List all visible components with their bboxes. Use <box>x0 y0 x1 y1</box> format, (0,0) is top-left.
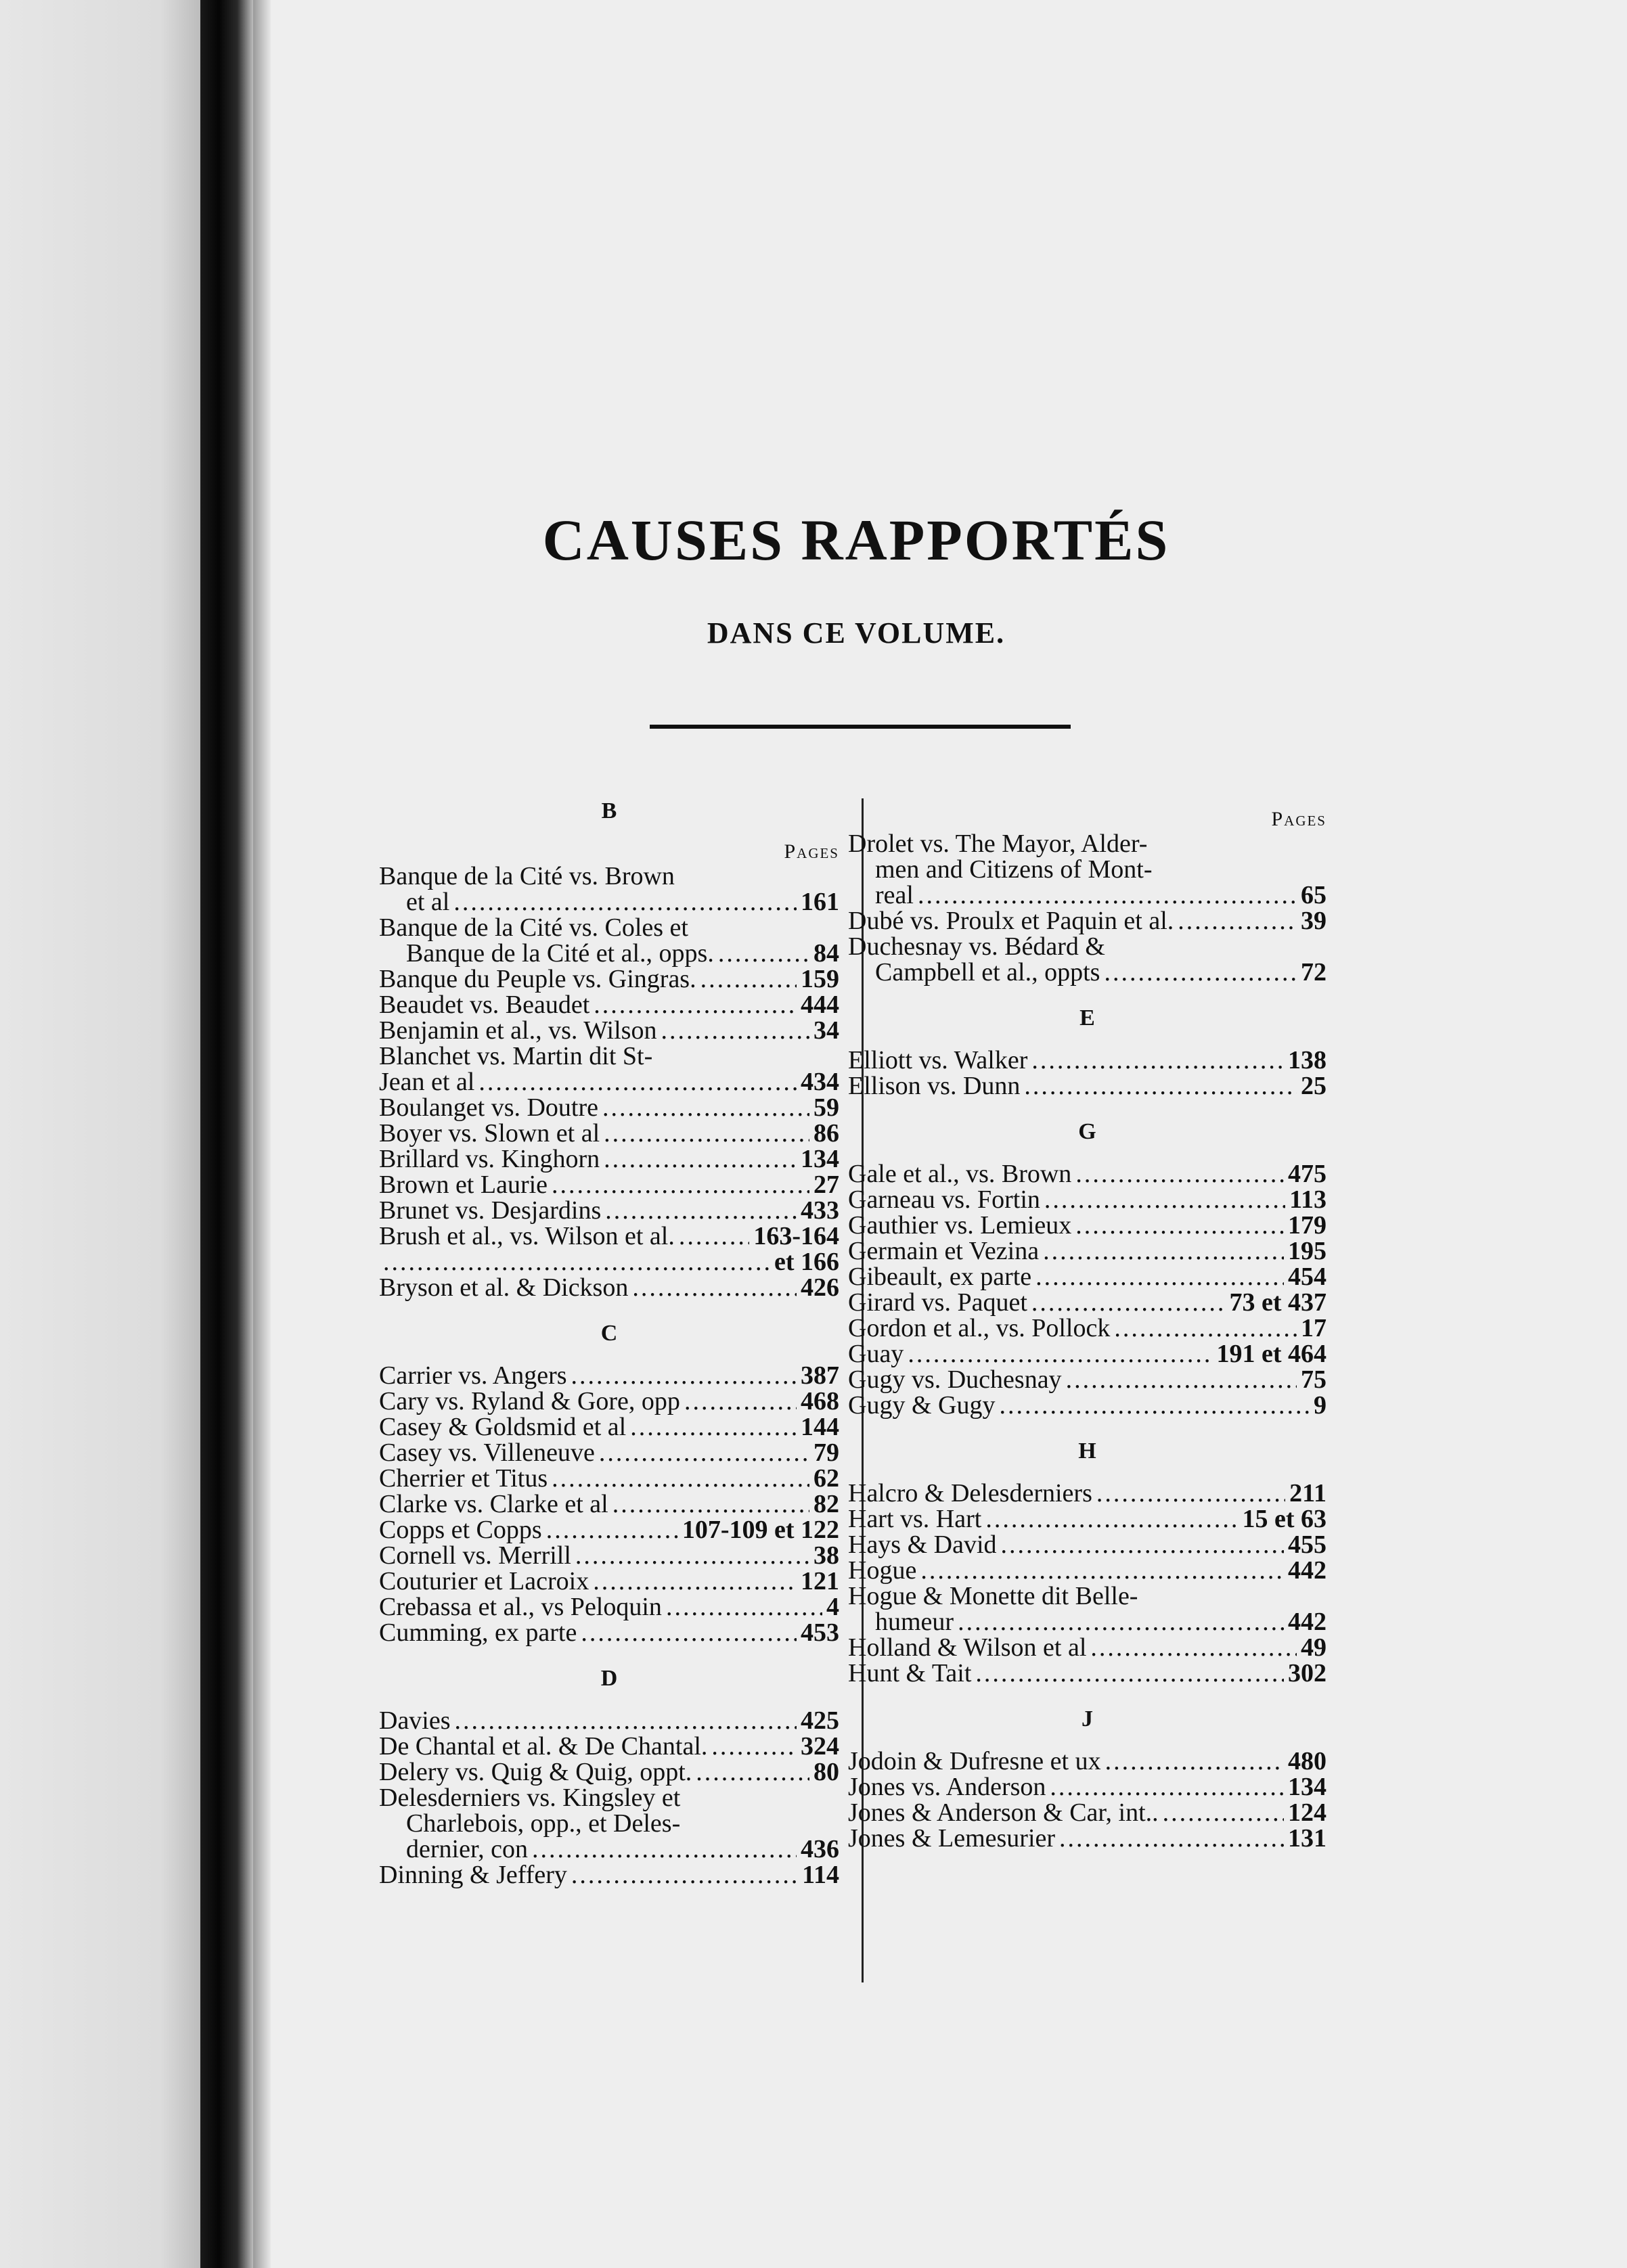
page-gutter <box>253 0 271 2268</box>
leader-dots <box>1163 1800 1284 1825</box>
leader-dots <box>666 1594 822 1620</box>
leader-dots <box>679 1223 750 1249</box>
index-entry <box>379 1466 839 1491</box>
leader-dots <box>999 1392 1310 1418</box>
leader-dots <box>552 1172 809 1198</box>
page-number: 121 <box>801 1567 839 1595</box>
leader-dots <box>908 1341 1212 1367</box>
page-number: 73 et 437 <box>1229 1288 1327 1317</box>
page-number: 426 <box>801 1273 839 1302</box>
leader-dots <box>383 1249 770 1275</box>
page-number: 434 <box>801 1068 839 1096</box>
leader-dots <box>985 1506 1238 1532</box>
leader-dots <box>552 1466 809 1491</box>
index-entry <box>379 1043 839 1069</box>
page-number: 25 <box>1301 1072 1327 1100</box>
page-number: 62 <box>814 1464 839 1493</box>
section-letter: E <box>1079 1005 1095 1030</box>
page-number: 39 <box>1301 907 1327 935</box>
case-name: Brush et al., vs. Wilson et al. <box>379 1222 675 1250</box>
page-number: 433 <box>801 1196 839 1225</box>
case-name: Drolet vs. The Mayor, Alder- <box>848 830 1148 858</box>
leader-dots <box>1090 1635 1297 1660</box>
index-entry <box>848 934 1327 959</box>
leader-dots <box>630 1414 797 1440</box>
case-name: Davies <box>379 1706 451 1735</box>
leader-dots <box>575 1543 809 1568</box>
page-number: 80 <box>814 1758 839 1786</box>
index-entry <box>379 1836 839 1862</box>
index-entry <box>848 1774 1327 1800</box>
case-name: Gauthier vs. Lemieux <box>848 1211 1072 1240</box>
page-number: 38 <box>814 1541 839 1570</box>
case-name: Germain et Vezina <box>848 1237 1040 1265</box>
section-letter: H <box>1078 1438 1096 1464</box>
case-name: Girard vs. Paquet <box>848 1288 1027 1317</box>
page-number: 454 <box>1288 1263 1327 1291</box>
index-entry <box>848 908 1327 934</box>
case-name: Cherrier et Titus <box>379 1464 548 1493</box>
case-name: De Chantal et al. & De Chantal. <box>379 1732 708 1761</box>
index-entry <box>379 1223 839 1249</box>
page-number: 84 <box>814 939 839 968</box>
page-number: 442 <box>1288 1608 1327 1636</box>
case-name: humeur <box>875 1608 954 1636</box>
leader-dots <box>453 889 797 915</box>
page-number: 387 <box>801 1361 839 1390</box>
page-number: 442 <box>1288 1556 1327 1585</box>
index-entry <box>379 1708 839 1733</box>
case-name: Copps et Copps <box>379 1516 542 1544</box>
index-entry <box>848 1609 1327 1635</box>
page-title: CAUSES RAPPORTÉS <box>542 507 1170 572</box>
leader-dots <box>1059 1825 1284 1851</box>
index-entry <box>379 889 839 915</box>
case-name: Charlebois, opp., et Deles- <box>406 1809 681 1838</box>
leader-dots <box>1044 1187 1285 1212</box>
page-number: 163-164 <box>753 1222 839 1250</box>
index-entry <box>848 882 1327 908</box>
page-number: 144 <box>801 1413 839 1441</box>
case-name: Gibeault, ex parte <box>848 1263 1032 1291</box>
leader-dots <box>1105 1748 1284 1774</box>
index-entry <box>379 1414 839 1440</box>
index-entry <box>379 1388 839 1414</box>
section-letter: J <box>1082 1706 1093 1731</box>
index-entry <box>379 1095 839 1120</box>
leader-dots <box>696 1759 809 1785</box>
page-number: 480 <box>1288 1747 1327 1775</box>
index-entry <box>379 1594 839 1620</box>
case-name: Cumming, ex parte <box>379 1618 577 1647</box>
case-name: Boulanget vs. Doutre <box>379 1093 599 1122</box>
index-entry <box>379 1069 839 1095</box>
case-name: Casey vs. Villeneuve <box>379 1438 595 1467</box>
page-number: 195 <box>1288 1237 1327 1265</box>
case-name: Guay <box>848 1340 904 1368</box>
page-number: 191 et 464 <box>1216 1340 1327 1368</box>
case-name: Jones & Anderson & Car, int.. <box>848 1798 1159 1827</box>
leader-dots <box>1178 908 1297 934</box>
title-rule <box>650 725 1071 729</box>
section-letter: C <box>600 1321 618 1346</box>
page-number: 86 <box>814 1119 839 1148</box>
index-entry <box>379 1172 839 1198</box>
page-number: 453 <box>801 1618 839 1647</box>
leader-dots <box>1024 1073 1297 1099</box>
index-entry <box>848 831 1327 857</box>
index-entry <box>379 1517 839 1543</box>
case-name: Gugy & Gugy <box>848 1391 996 1420</box>
page-number: 159 <box>801 965 839 993</box>
section-letter: D <box>600 1666 618 1691</box>
case-name: Crebassa et al., vs Peloquin <box>379 1593 662 1621</box>
section-letter: G <box>1078 1119 1096 1144</box>
case-name: Cary vs. Ryland & Gore, opp <box>379 1387 680 1415</box>
page-number: 17 <box>1301 1314 1327 1342</box>
case-name: Bryson et al. & Dickson <box>379 1273 629 1302</box>
index-entry <box>848 1635 1327 1660</box>
page-number: 425 <box>801 1706 839 1735</box>
case-name: Garneau vs. Fortin <box>848 1185 1040 1214</box>
page-number: 15 et 63 <box>1242 1505 1327 1533</box>
index-entry <box>848 1392 1327 1418</box>
index-entry <box>379 1811 839 1836</box>
page-number: 49 <box>1301 1633 1327 1662</box>
leader-dots <box>1043 1238 1284 1264</box>
case-name: Carrier vs. Angers <box>379 1361 567 1390</box>
case-name: Hays & David <box>848 1530 997 1559</box>
leader-dots <box>612 1491 809 1517</box>
leader-dots <box>958 1609 1284 1635</box>
index-entry <box>379 1018 839 1043</box>
index-column-right <box>848 805 1327 1851</box>
leader-dots <box>918 882 1297 908</box>
case-name: Brown et Laurie <box>379 1171 548 1199</box>
index-entry <box>379 1759 839 1785</box>
index-entry <box>379 1146 839 1172</box>
page-number: 72 <box>1301 958 1327 986</box>
index-entry <box>848 1558 1327 1583</box>
case-name: Jones vs. Anderson <box>848 1773 1046 1801</box>
index-entry <box>848 1047 1327 1073</box>
index-entry <box>379 1733 839 1759</box>
case-name: Hogue & Monette dit Belle- <box>848 1582 1138 1610</box>
leader-dots <box>1031 1047 1284 1073</box>
case-name: Campbell et al., oppts <box>875 958 1100 986</box>
index-entry <box>848 1825 1327 1851</box>
page-number: 59 <box>814 1093 839 1122</box>
leader-dots <box>604 1120 809 1146</box>
page-number: 436 <box>801 1835 839 1863</box>
page-number: 134 <box>1288 1773 1327 1801</box>
leader-dots <box>532 1836 797 1862</box>
leader-dots <box>700 966 797 992</box>
case-name: Jodoin & Dufresne et ux <box>848 1747 1101 1775</box>
case-name: Gordon et al., vs. Pollock <box>848 1314 1111 1342</box>
case-name: Delery vs. Quig & Quig, oppt. <box>379 1758 692 1786</box>
leader-dots <box>1096 1480 1285 1506</box>
leader-dots <box>711 1733 797 1759</box>
case-name: Blanchet vs. Martin dit St- <box>379 1042 653 1070</box>
index-entry <box>848 857 1327 882</box>
leader-dots <box>1035 1264 1284 1290</box>
case-name: Dubé vs. Proulx et Paquin et al. <box>848 907 1174 935</box>
case-name: Gale et al., vs. Brown <box>848 1160 1072 1188</box>
index-entry <box>379 915 839 940</box>
leader-dots <box>684 1388 797 1414</box>
index-entry <box>848 1187 1327 1212</box>
leader-dots <box>605 1198 797 1223</box>
case-name: Benjamin et al., vs. Wilson <box>379 1016 657 1045</box>
page-number: 475 <box>1288 1160 1327 1188</box>
page-subtitle: DANS CE VOLUME. <box>707 616 1006 650</box>
case-name: Gugy vs. Duchesnay <box>848 1365 1062 1394</box>
page-number: 114 <box>802 1861 839 1889</box>
case-name: Dinning & Jeffery <box>379 1861 567 1889</box>
index-entry <box>379 940 839 966</box>
case-name: Jean et al <box>379 1068 475 1096</box>
index-entry <box>848 1506 1327 1532</box>
page-number: 455 <box>1288 1530 1327 1559</box>
leader-dots <box>478 1069 797 1095</box>
index-entry <box>848 1583 1327 1609</box>
index-entry <box>848 1238 1327 1264</box>
index-entry <box>379 1862 839 1888</box>
page-number: 27 <box>814 1171 839 1199</box>
page-number: 302 <box>1288 1659 1327 1687</box>
page-number: 75 <box>1301 1365 1327 1394</box>
case-name: Elliott vs. Walker <box>848 1046 1028 1074</box>
index-entry <box>848 1212 1327 1238</box>
case-name: Cornell vs. Merrill <box>379 1541 571 1570</box>
case-name: real <box>875 881 914 909</box>
page-number: 211 <box>1289 1479 1327 1507</box>
leader-dots <box>455 1708 797 1733</box>
index-column-left <box>379 798 839 1888</box>
index-entry <box>848 1073 1327 1099</box>
page-number: 138 <box>1288 1046 1327 1074</box>
page-number: 161 <box>801 888 839 916</box>
index-entry <box>379 863 839 889</box>
section-letter: B <box>601 798 617 823</box>
case-name: Brillard vs. Kinghorn <box>379 1145 600 1173</box>
case-name: Boyer vs. Slown et al <box>379 1119 600 1148</box>
page-number: 134 <box>801 1145 839 1173</box>
leader-dots <box>632 1275 797 1300</box>
case-name: dernier, con <box>406 1835 528 1863</box>
page-number: 179 <box>1288 1211 1327 1240</box>
leader-dots <box>718 940 809 966</box>
index-entry <box>379 1275 839 1300</box>
leader-dots <box>593 1568 797 1594</box>
index-entry <box>379 1568 839 1594</box>
page-number: 124 <box>1288 1798 1327 1827</box>
leader-dots <box>920 1558 1284 1583</box>
book-spine <box>200 0 253 2268</box>
index-entry <box>848 1315 1327 1341</box>
index-entry <box>848 1341 1327 1367</box>
index-entry <box>379 1785 839 1811</box>
case-name: Beaudet vs. Beaudet <box>379 991 590 1019</box>
case-name: Brunet vs. Desjardins <box>379 1196 602 1225</box>
leader-dots <box>1075 1212 1284 1238</box>
case-name: Banque de la Cité et al., opps. <box>406 939 714 968</box>
index-entry <box>848 1264 1327 1290</box>
page-number: 131 <box>1288 1824 1327 1853</box>
leader-dots <box>571 1862 798 1888</box>
leader-dots <box>604 1146 797 1172</box>
leader-dots <box>594 992 797 1018</box>
leader-dots <box>1031 1290 1226 1315</box>
index-entry <box>848 1367 1327 1392</box>
index-entry <box>848 1660 1327 1686</box>
index-entry <box>848 1161 1327 1187</box>
leader-dots <box>1001 1532 1284 1558</box>
facing-page <box>0 0 200 2268</box>
index-entry <box>379 1440 839 1466</box>
page-number: 107-109 et 122 <box>682 1516 839 1544</box>
case-name: Clarke vs. Clarke et al <box>379 1490 608 1518</box>
case-name: Couturier et Lacroix <box>379 1567 589 1595</box>
case-name: Casey & Goldsmid et al <box>379 1413 627 1441</box>
leader-dots <box>1050 1774 1284 1800</box>
leader-dots <box>661 1018 809 1043</box>
case-name: Banque de la Cité vs. Brown <box>379 862 675 890</box>
case-name: Duchesnay vs. Bédard & <box>848 932 1105 961</box>
case-name: Halcro & Delesderniers <box>848 1479 1092 1507</box>
index-entry <box>379 1491 839 1517</box>
leader-dots <box>1066 1367 1297 1392</box>
index-entry <box>848 1290 1327 1315</box>
leader-dots <box>1114 1315 1297 1341</box>
case-name: Ellison vs. Dunn <box>848 1072 1021 1100</box>
index-entry <box>379 1543 839 1568</box>
case-name: Hogue <box>848 1556 917 1585</box>
leader-dots <box>599 1440 809 1466</box>
leader-dots <box>602 1095 809 1120</box>
leader-dots <box>546 1517 678 1543</box>
leader-dots <box>581 1620 797 1646</box>
index-entry <box>379 966 839 992</box>
index-entry <box>379 1620 839 1646</box>
index-entry <box>379 992 839 1018</box>
case-name: Banque du Peuple vs. Gingras. <box>379 965 696 993</box>
page-number: 324 <box>801 1732 839 1761</box>
case-name: et al <box>406 888 450 916</box>
index-entry <box>848 1532 1327 1558</box>
page-number: 9 <box>1314 1391 1327 1420</box>
page-number: et 166 <box>774 1248 839 1276</box>
page-number: 113 <box>1289 1185 1327 1214</box>
index-entry <box>848 1800 1327 1825</box>
leader-dots <box>1104 959 1297 985</box>
index-entry <box>379 1198 839 1223</box>
leader-dots <box>1075 1161 1284 1187</box>
pages-column-label: Pages <box>1271 808 1327 830</box>
page-number: 468 <box>801 1387 839 1415</box>
case-name: Jones & Lemesurier <box>848 1824 1056 1853</box>
page-number: 34 <box>814 1016 839 1045</box>
case-name: Hunt & Tait <box>848 1659 972 1687</box>
leader-dots <box>571 1363 797 1388</box>
case-name: Holland & Wilson et al <box>848 1633 1087 1662</box>
pages-column-label: Pages <box>784 840 839 863</box>
index-entry <box>379 1249 839 1275</box>
page-number: 82 <box>814 1490 839 1518</box>
index-entry <box>379 1363 839 1388</box>
index-entry <box>379 1120 839 1146</box>
page-number: 79 <box>814 1438 839 1467</box>
index-entry <box>848 1748 1327 1774</box>
case-name: men and Citizens of Mont- <box>875 855 1153 884</box>
page-number: 4 <box>826 1593 839 1621</box>
index-entry <box>848 959 1327 985</box>
leader-dots <box>975 1660 1284 1686</box>
case-name: Banque de la Cité vs. Coles et <box>379 913 688 942</box>
index-entry <box>848 1480 1327 1506</box>
page-number: 444 <box>801 991 839 1019</box>
case-name: Hart vs. Hart <box>848 1505 982 1533</box>
case-name: Delesderniers vs. Kingsley et <box>379 1784 681 1812</box>
page-number: 65 <box>1301 881 1327 909</box>
